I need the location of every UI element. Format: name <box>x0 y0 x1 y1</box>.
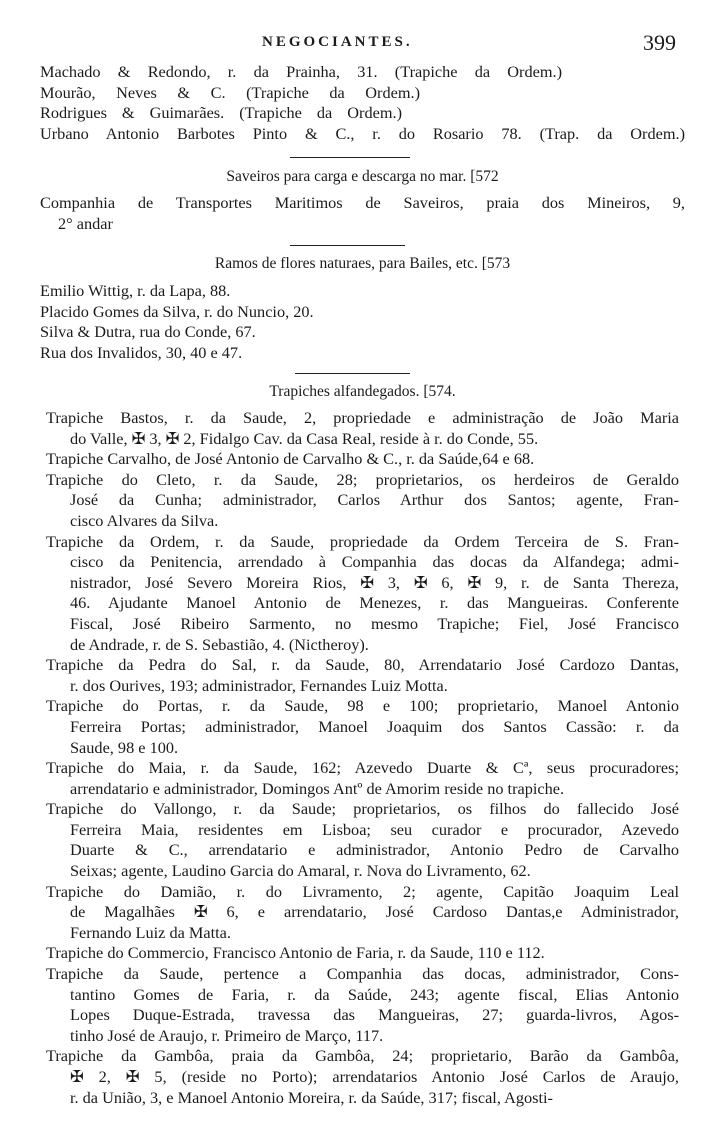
entry-first-line: Trapiche Bastos, r. da Saude, 2, propriedade e administração de João Maria <box>46 408 679 427</box>
section-ramos <box>40 281 685 363</box>
trapiche-entry <box>46 449 679 470</box>
list-item: Emilio Wittig, r. da Lapa, 88. <box>40 281 231 300</box>
page-number: 399 <box>643 30 676 55</box>
entry-continuation-line: Fiscal, José Ribeiro Sarmento, no mesmo Trapiche; Fiel, José Francisco <box>70 613 679 633</box>
entry-first-line: Trapiche da Saude, pertence a Companhia das docas, administrador, Cons- <box>46 964 679 984</box>
entry-continuation-line: de Andrade, r. de S. Sebastião, 4. (Nictheroy). <box>70 634 369 654</box>
entry-continuation-line: de Magalhães ✠ 6, e arrendatario, José Cardoso Dantas,e Administrador, <box>70 902 679 922</box>
entry-first-line: Trapiche do Damião, r. do Livramento, 2; agente, Capitão Joaquim Leal <box>46 881 679 901</box>
top-list <box>40 62 685 144</box>
page-header <box>0 30 725 60</box>
section-saveiros <box>40 193 685 234</box>
trapiche-entry <box>46 470 679 532</box>
entry-continuation-line: cisco da Penitencia, arrendado à Companhia das docas da Alfandega; admi- <box>70 552 679 572</box>
trapiche-entry <box>46 799 679 881</box>
trapiche-entry <box>46 696 679 758</box>
trapiche-entry <box>46 758 679 799</box>
trapiche-entry <box>46 408 679 449</box>
list-item: 2° andar <box>58 213 113 233</box>
list-item: Rua dos Invalidos, 30, 40 e 47. <box>40 342 243 362</box>
list-item: Placido Gomes da Silva, r. do Nuncio, 20. <box>40 301 314 321</box>
entry-continuation-line: Fernando Luiz da Matta. <box>70 922 231 942</box>
entry-continuation-line: tinho José de Araujo, r. Primeiro de Março, 117. <box>70 1025 384 1045</box>
list-item: Rodrigues & Guimarães. (Trapiche da Ordem.) <box>40 103 402 123</box>
entry-first-line: Trapiche do Maia, r. da Saude, 162; Azevedo Duarte & Cª, seus procuradores; <box>46 758 679 778</box>
entry-continuation-line: ✠ 2, ✠ 5, (reside no Porto); arrendatarios Antonio José Carlos de Araujo, <box>70 1067 679 1086</box>
list-item: Silva & Dutra, rua do Conde, 67. <box>40 322 256 342</box>
section-title-trapiches: Trapiches alfandegados. [574. <box>269 383 456 400</box>
entry-continuation-line: Saude, 98 e 100. <box>70 737 179 757</box>
running-title: NEGOCIANTES. <box>262 34 413 50</box>
entry-continuation-line: arrendatario e administrador, Domingos Antº de Amorim reside no trapiche. <box>70 778 565 798</box>
entry-continuation-line: nistrador, José Severo Moreira Rios, ✠ 3, ✠ 6, ✠ 9, r. de Santa Thereza, <box>70 572 679 592</box>
entry-continuation-line: Lopes Duque-Estrada, travessa das Mangueiras, 27; guarda-livros, Agos- <box>70 1005 679 1025</box>
entry-continuation-line: r. dos Ourives, 193; administrador, Fernandes Luiz Motta. <box>70 675 448 695</box>
divider <box>290 245 405 246</box>
entry-first-line: Trapiche da Ordem, r. da Saude, propriedade da Ordem Terceira de S. Fran- <box>46 531 679 551</box>
entry-first-line: Trapiche da Gambôa, praia da Gambôa, 24; proprietario, Barão da Gambôa, <box>46 1046 679 1066</box>
entry-continuation-line: Ferreira Portas; administrador, Manoel Joaquim dos Santos Cassão: r. da <box>70 716 679 736</box>
section-title-saveiros: Saveiros para carga e descarga no mar. [572 <box>226 168 499 185</box>
entry-continuation-line: do Valle, ✠ 3, ✠ 2, Fidalgo Cav. da Casa Real, reside à r. do Conde, 55. <box>70 428 539 448</box>
entry-first-line: Trapiche Carvalho, de José Antonio de Carvalho & C., r. da Saúde,64 e 68. <box>46 449 535 469</box>
trapiche-entry <box>46 655 679 696</box>
section-title-ramos: Ramos de flores naturaes, para Bailes, etc. [573 <box>214 255 511 272</box>
entry-continuation-line: r. da União, 3, e Manoel Antonio Moreira, r. da Saúde, 317; fiscal, Agosti- <box>70 1087 553 1107</box>
divider <box>295 373 410 374</box>
entry-continuation-line: Duarte & C., arrendatario e administrador, Antonio Pedro de Carvalho <box>70 840 679 860</box>
entry-continuation-line: 46. Ajudante Manoel Antonio de Menezes, r. das Mangueiras. Conferente <box>70 593 679 613</box>
trapiche-entry <box>46 532 679 656</box>
divider <box>290 157 410 158</box>
entry-continuation-line: José da Cunha; administrador, Carlos Arthur dos Santos; agente, Fran- <box>70 490 679 510</box>
entry-first-line: Trapiche do Portas, r. da Saude, 98 e 100; proprietario, Manoel Antonio <box>46 696 679 716</box>
trapiche-entry <box>46 943 679 964</box>
trapiche-entry <box>46 964 679 1046</box>
entry-first-line: Trapiche do Commercio, Francisco Antonio de Faria, r. da Saude, 110 e 112. <box>46 943 545 963</box>
list-item: Urbano Antonio Barbotes Pinto & C., r. do Rosario 78. (Trap. da Ordem.) <box>40 123 685 143</box>
entry-first-line: Trapiche da Pedra do Sal, r. da Saude, 80, Arrendatario José Cardozo Dantas, <box>46 655 679 675</box>
entry-continuation-line: Seixas; agente, Laudino Garcia do Amaral, r. Nova do Livramento, 62. <box>70 861 531 881</box>
entry-continuation-line: tantino Gomes de Faria, r. da Saúde, 243; agente fiscal, Elias Antonio <box>70 984 679 1004</box>
list-item: Companhia de Transportes Maritimos de Saveiros, praia dos Mineiros, 9, <box>40 193 685 212</box>
trapiche-entry <box>46 1046 679 1108</box>
entry-continuation-line: cisco Alvares da Silva. <box>70 510 219 530</box>
list-item: Mourão, Neves & C. (Trapiche da Ordem.) <box>40 82 420 102</box>
entry-continuation-line: Ferreira Maia, residentes em Lisboa; seu curador e procurador, Azevedo <box>70 819 679 839</box>
trapiche-entry <box>46 882 679 944</box>
section-trapiches <box>46 408 679 1108</box>
entry-first-line: Trapiche do Vallongo, r. da Saude; proprietarios, os filhos do fallecido José <box>46 799 679 819</box>
list-item: Machado & Redondo, r. da Prainha, 31. (Trapiche da Ordem.) <box>40 62 562 81</box>
entry-first-line: Trapiche do Cleto, r. da Saude, 28; proprietarios, os herdeiros de Geraldo <box>46 469 679 489</box>
